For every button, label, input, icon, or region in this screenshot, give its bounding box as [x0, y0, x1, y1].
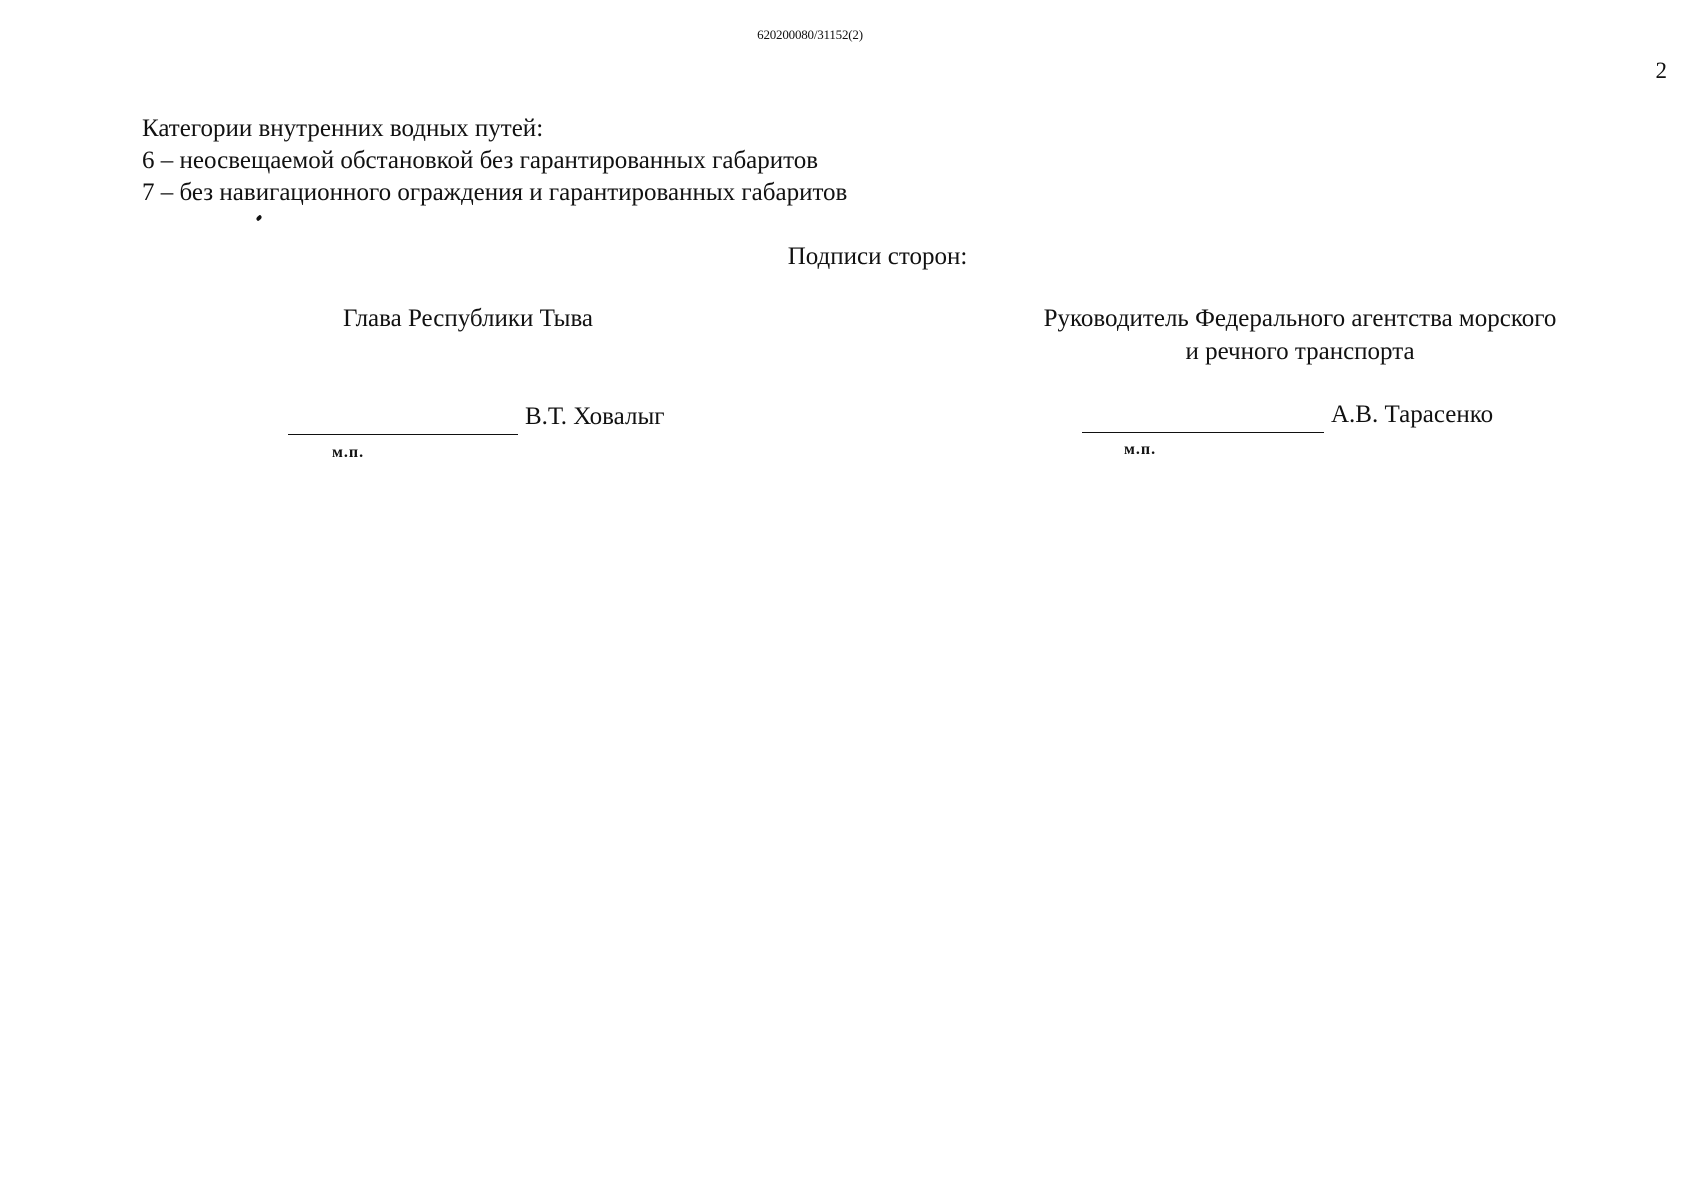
left-signature-line: [288, 434, 518, 435]
left-seal-label: м.п.: [332, 444, 365, 461]
document-code: 620200080/31152(2): [757, 27, 863, 42]
categories-heading: Категории внутренних водных путей:: [142, 115, 544, 142]
right-signature-line: [1082, 432, 1324, 433]
category-item-6: 6 – неосвещаемой обстановкой без гарантированных габаритов: [142, 147, 819, 174]
right-signatory-title: Руководитель Федерального агентства морского и речного транспорта: [1043, 305, 1557, 365]
signatures-heading: Подписи сторон:: [787, 243, 968, 270]
right-seal-label: м.п.: [1124, 441, 1157, 458]
right-signatory-name: А.В. Тарасенко: [1331, 401, 1494, 428]
ink-mark: [255, 215, 262, 222]
category-item-7: 7 – без навигационного ограждения и гарантированных габаритов: [142, 179, 848, 206]
left-signatory-title: Глава Республики Тыва: [343, 305, 594, 332]
left-signatory-name: В.Т. Ховалыг: [525, 403, 665, 430]
page-number: 2: [1655, 58, 1667, 83]
